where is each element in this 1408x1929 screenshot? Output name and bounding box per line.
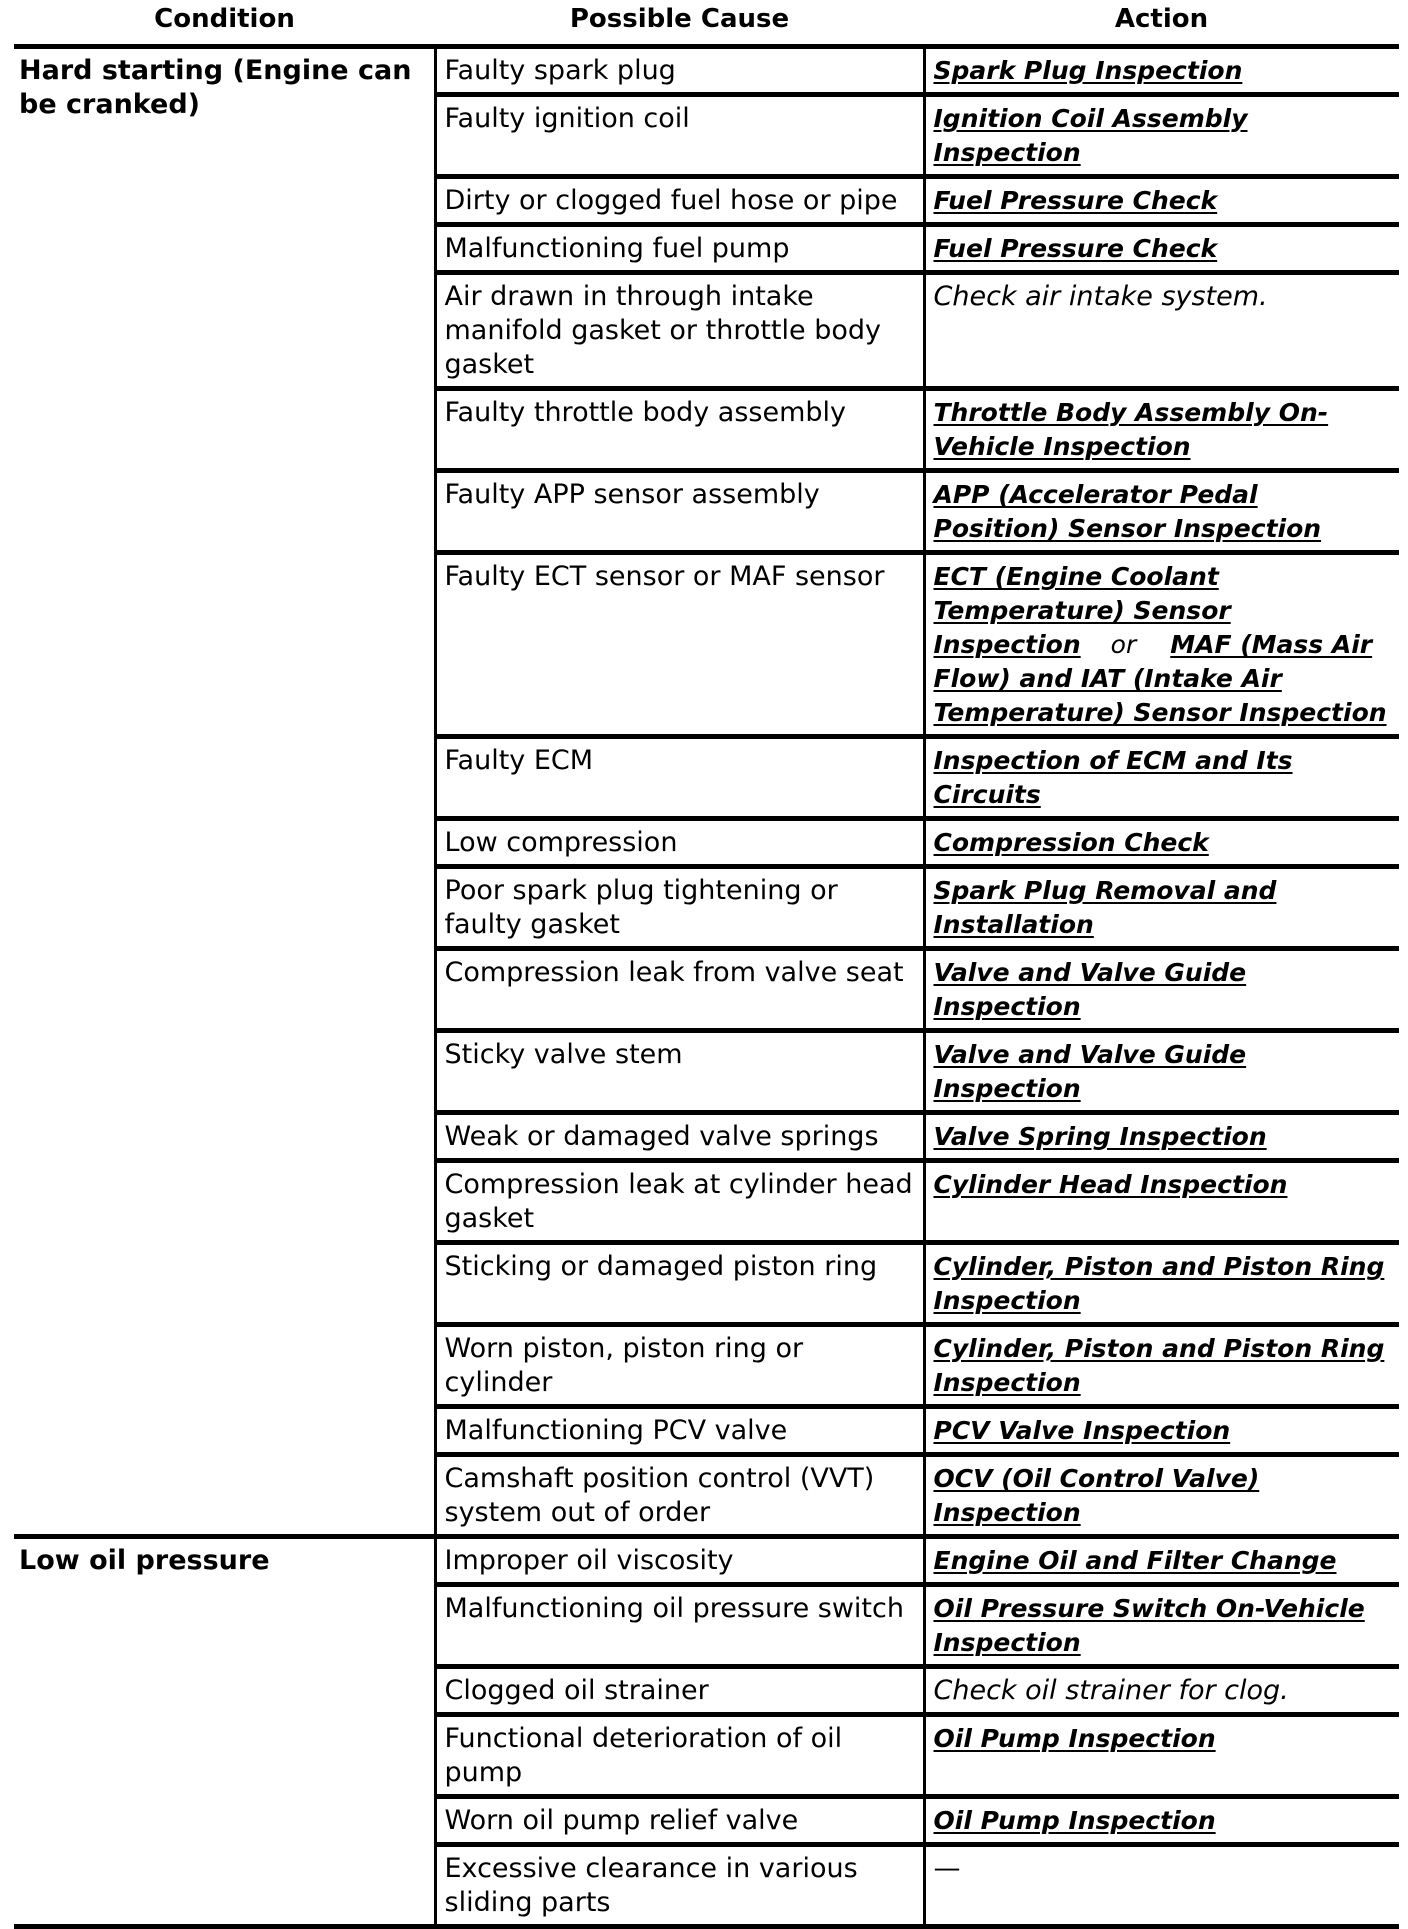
cause-cell: Dirty or clogged fuel hose or pipe <box>435 177 924 225</box>
cause-cell: Improper oil viscosity <box>435 1537 924 1585</box>
cause-cell: Camshaft position control (VVT) system out of order <box>435 1455 924 1537</box>
action-cell <box>924 389 1399 471</box>
cause-cell: Poor spark plug tightening or faulty gasket <box>435 867 924 949</box>
action-cell <box>924 1113 1399 1161</box>
action-link[interactable]: Fuel Pressure Check <box>933 186 1218 215</box>
cause-cell: Faulty ECT sensor or MAF sensor <box>435 553 924 737</box>
action-link[interactable]: Engine Oil and Filter Change <box>933 1546 1337 1575</box>
table-row <box>14 1537 1399 1585</box>
cause-cell: Faulty ignition coil <box>435 95 924 177</box>
cause-cell: Sticking or damaged piston ring <box>435 1243 924 1325</box>
action-link[interactable]: PCV Valve Inspection <box>933 1416 1231 1445</box>
action-link[interactable]: Valve Spring Inspection <box>933 1122 1267 1151</box>
cause-cell: Faulty APP sensor assembly <box>435 471 924 553</box>
action-cell <box>924 1585 1399 1667</box>
action-cell <box>924 225 1399 273</box>
action-cell <box>924 1715 1399 1797</box>
action-cell <box>924 867 1399 949</box>
action-link[interactable]: Oil Pump Inspection <box>933 1806 1216 1835</box>
action-text: Check oil strainer for clog. <box>933 1675 1289 1706</box>
action-link[interactable]: Cylinder Head Inspection <box>933 1170 1288 1199</box>
cause-cell: Worn oil pump relief valve <box>435 1797 924 1845</box>
action-link[interactable]: Fuel Pressure Check <box>933 234 1218 263</box>
action-cell <box>924 1407 1399 1455</box>
action-link[interactable]: Spark Plug Removal and Installation <box>933 876 1277 939</box>
action-cell <box>924 1325 1399 1407</box>
action-link[interactable]: Valve and Valve Guide Inspection <box>933 958 1247 1021</box>
action-cell <box>924 1797 1399 1845</box>
action-cell <box>924 471 1399 553</box>
cause-cell: Sticky valve stem <box>435 1031 924 1113</box>
action-cell <box>924 273 1399 389</box>
cause-cell: Malfunctioning oil pressure switch <box>435 1585 924 1667</box>
cause-cell: Worn piston, piston ring or cylinder <box>435 1325 924 1407</box>
troubleshooting-table-container <box>14 0 1399 1929</box>
action-link[interactable]: Throttle Body Assembly On-Vehicle Inspection <box>933 398 1329 461</box>
action-dash: — <box>933 1853 961 1884</box>
cause-cell: Weak or damaged valve springs <box>435 1113 924 1161</box>
action-cell <box>924 737 1399 819</box>
action-cell <box>924 1455 1399 1537</box>
troubleshooting-table <box>14 0 1399 1929</box>
cause-cell: Faulty spark plug <box>435 47 924 95</box>
action-link[interactable]: Oil Pressure Switch On-Vehicle Inspection <box>933 1594 1365 1657</box>
cause-cell: Malfunctioning fuel pump <box>435 225 924 273</box>
condition-cell: Low oil pressure <box>14 1537 435 1927</box>
action-link[interactable]: Ignition Coil Assembly Inspection <box>933 104 1248 167</box>
action-link[interactable]: Cylinder, Piston and Piston Ring Inspection <box>933 1252 1385 1315</box>
cause-cell: Compression leak from valve seat <box>435 949 924 1031</box>
action-link[interactable]: Compression Check <box>933 828 1209 857</box>
cause-cell: Faulty ECM <box>435 737 924 819</box>
cause-cell: Air drawn in through intake manifold gasket or throttle body gasket <box>435 273 924 389</box>
table-row <box>14 47 1399 95</box>
action-link[interactable]: ECT (Engine Coolant Temperature) Sensor Inspection <box>933 562 1231 659</box>
header-condition: Condition <box>14 0 435 47</box>
or-connector: or <box>1110 630 1137 659</box>
action-cell <box>924 553 1399 737</box>
action-cell <box>924 1031 1399 1113</box>
action-cell <box>924 1243 1399 1325</box>
action-cell <box>924 1845 1399 1927</box>
action-cell <box>924 47 1399 95</box>
header-row <box>14 0 1399 47</box>
action-text: Check air intake system. <box>933 281 1268 312</box>
action-link[interactable]: Inspection of ECM and Its Circuits <box>933 746 1293 809</box>
cause-cell: Excessive clearance in various sliding parts <box>435 1845 924 1927</box>
action-link[interactable]: OCV (Oil Control Valve) Inspection <box>933 1464 1260 1527</box>
action-link[interactable]: Spark Plug Inspection <box>933 56 1243 85</box>
action-cell <box>924 95 1399 177</box>
action-cell <box>924 1161 1399 1243</box>
action-link[interactable]: Valve and Valve Guide Inspection <box>933 1040 1247 1103</box>
action-cell <box>924 1537 1399 1585</box>
condition-cell: Hard starting (Engine can be cranked) <box>14 47 435 1537</box>
cause-cell: Functional deterioration of oil pump <box>435 1715 924 1797</box>
action-link[interactable]: Cylinder, Piston and Piston Ring Inspection <box>933 1334 1385 1397</box>
cause-cell: Faulty throttle body assembly <box>435 389 924 471</box>
action-link[interactable]: Oil Pump Inspection <box>933 1724 1216 1753</box>
action-cell <box>924 949 1399 1031</box>
header-possible-cause: Possible Cause <box>435 0 924 47</box>
table-body <box>14 47 1399 1927</box>
cause-cell: Clogged oil strainer <box>435 1667 924 1715</box>
cause-cell: Compression leak at cylinder head gasket <box>435 1161 924 1243</box>
cause-cell: Malfunctioning PCV valve <box>435 1407 924 1455</box>
header-action: Action <box>924 0 1399 47</box>
cause-cell: Low compression <box>435 819 924 867</box>
action-cell <box>924 1667 1399 1715</box>
action-link[interactable]: MAF (Mass Air Flow) and IAT (Intake Air Temperature) Sensor Inspection <box>933 630 1387 727</box>
action-link[interactable]: APP (Accelerator Pedal Position) Sensor Inspection <box>933 480 1322 543</box>
action-cell <box>924 819 1399 867</box>
action-cell <box>924 177 1399 225</box>
